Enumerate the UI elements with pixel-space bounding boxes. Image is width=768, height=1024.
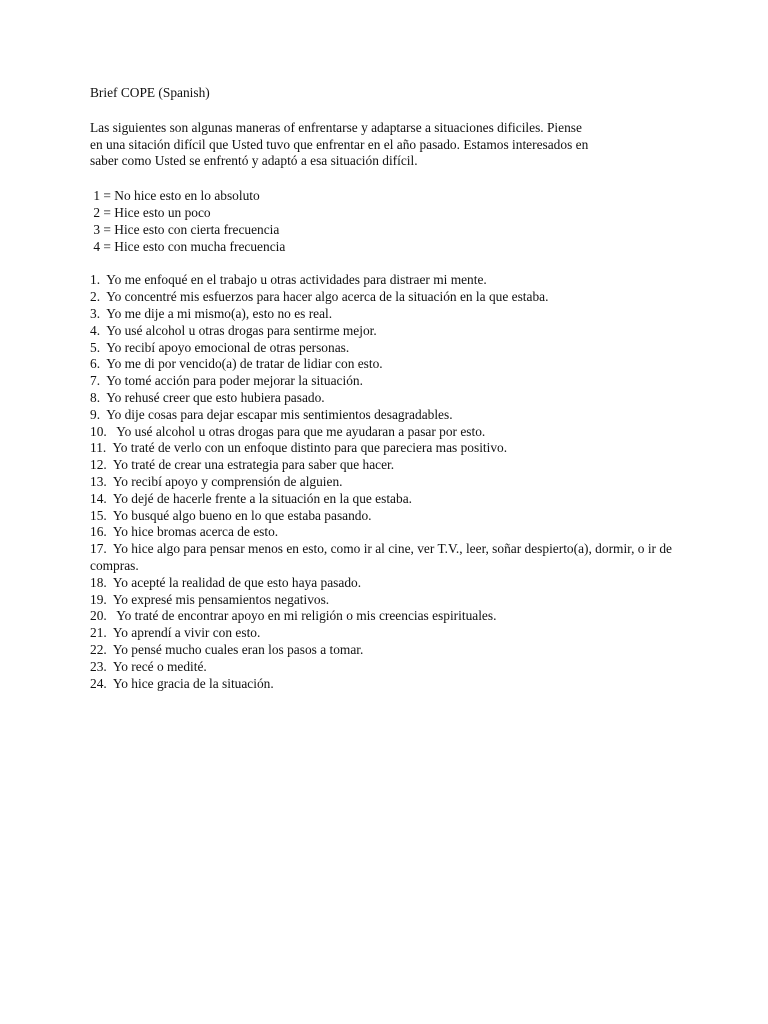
question-item: 21. Yo aprendí a vivir con esto. xyxy=(90,625,261,641)
scale-option: 3 = Hice esto con cierta frecuencia xyxy=(90,221,280,237)
question-item: 13. Yo recibí apoyo y comprensión de alguien. xyxy=(90,473,343,489)
question-item: 23. Yo recé o medité. xyxy=(90,658,207,674)
question-item: 6. Yo me di por vencido(a) de tratar de lidiar con esto. xyxy=(90,356,383,372)
question-item: 9. Yo dije cosas para dejar escapar mis sentimientos desagradables. xyxy=(90,406,453,422)
scale-option: 4 = Hice esto con mucha frecuencia xyxy=(90,238,286,254)
scale-option: 1 = No hice esto en lo absoluto xyxy=(90,188,260,204)
question-item: 18. Yo acepté la realidad de que esto haya pasado. xyxy=(90,574,362,590)
question-item: 7. Yo tomé acción para poder mejorar la situación. xyxy=(90,373,363,389)
question-item: 20. Yo traté de encontrar apoyo en mi religión o mis creencias espirituales. xyxy=(90,608,497,624)
question-item: 24. Yo hice gracia de la situación. xyxy=(90,675,274,691)
question-item: 17. Yo hice algo para pensar menos en esto, como ir al cine, ver T.V., leer, soñar despierto(a), dormir, o ir de compras. xyxy=(90,541,676,573)
question-item: 16. Yo hice bromas acerca de esto. xyxy=(90,524,279,540)
questionnaire-items xyxy=(90,272,690,692)
intro-paragraph: Las siguientes son algunas maneras of enfrentarse y adaptarse a situaciones dificiles. Piense en una sitación difícil que Usted tuvo que enfrentar en el año pasado. Estamos interesados en saber como Usted se enfrentó y adaptó a esa situación difícil. xyxy=(90,119,589,169)
question-item: 8. Yo rehusé creer que esto hubiera pasado. xyxy=(90,389,325,405)
question-item: 4. Yo usé alcohol u otras drogas para sentirme mejor. xyxy=(90,322,377,338)
question-item: 3. Yo me dije a mi mismo(a), esto no es real. xyxy=(90,305,333,321)
question-item: 11. Yo traté de verlo con un enfoque distinto para que pareciera mas positivo. xyxy=(90,440,508,456)
question-item: 2. Yo concentré mis esfuerzos para hacer algo acerca de la situación en la que estaba. xyxy=(90,289,549,305)
response-scale xyxy=(90,188,690,255)
document-body xyxy=(90,85,690,692)
question-item: 12. Yo traté de crear una estrategia para saber que hacer. xyxy=(90,457,395,473)
question-item: 19. Yo expresé mis pensamientos negativos. xyxy=(90,591,330,607)
question-item: 5. Yo recibí apoyo emocional de otras personas. xyxy=(90,339,350,355)
question-item: 15. Yo busqué algo bueno en lo que estaba pasando. xyxy=(90,507,372,523)
scale-option: 2 = Hice esto un poco xyxy=(90,204,211,220)
question-item: 10. Yo usé alcohol u otras drogas para que me ayudaran a pasar por esto. xyxy=(90,423,486,439)
question-item: 1. Yo me enfoqué en el trabajo u otras actividades para distraer mi mente. xyxy=(90,272,487,288)
document-title: Brief COPE (Spanish) xyxy=(90,85,210,100)
question-item: 22. Yo pensé mucho cuales eran los pasos a tomar. xyxy=(90,641,364,657)
question-item: 14. Yo dejé de hacerle frente a la situación en la que estaba. xyxy=(90,490,412,506)
